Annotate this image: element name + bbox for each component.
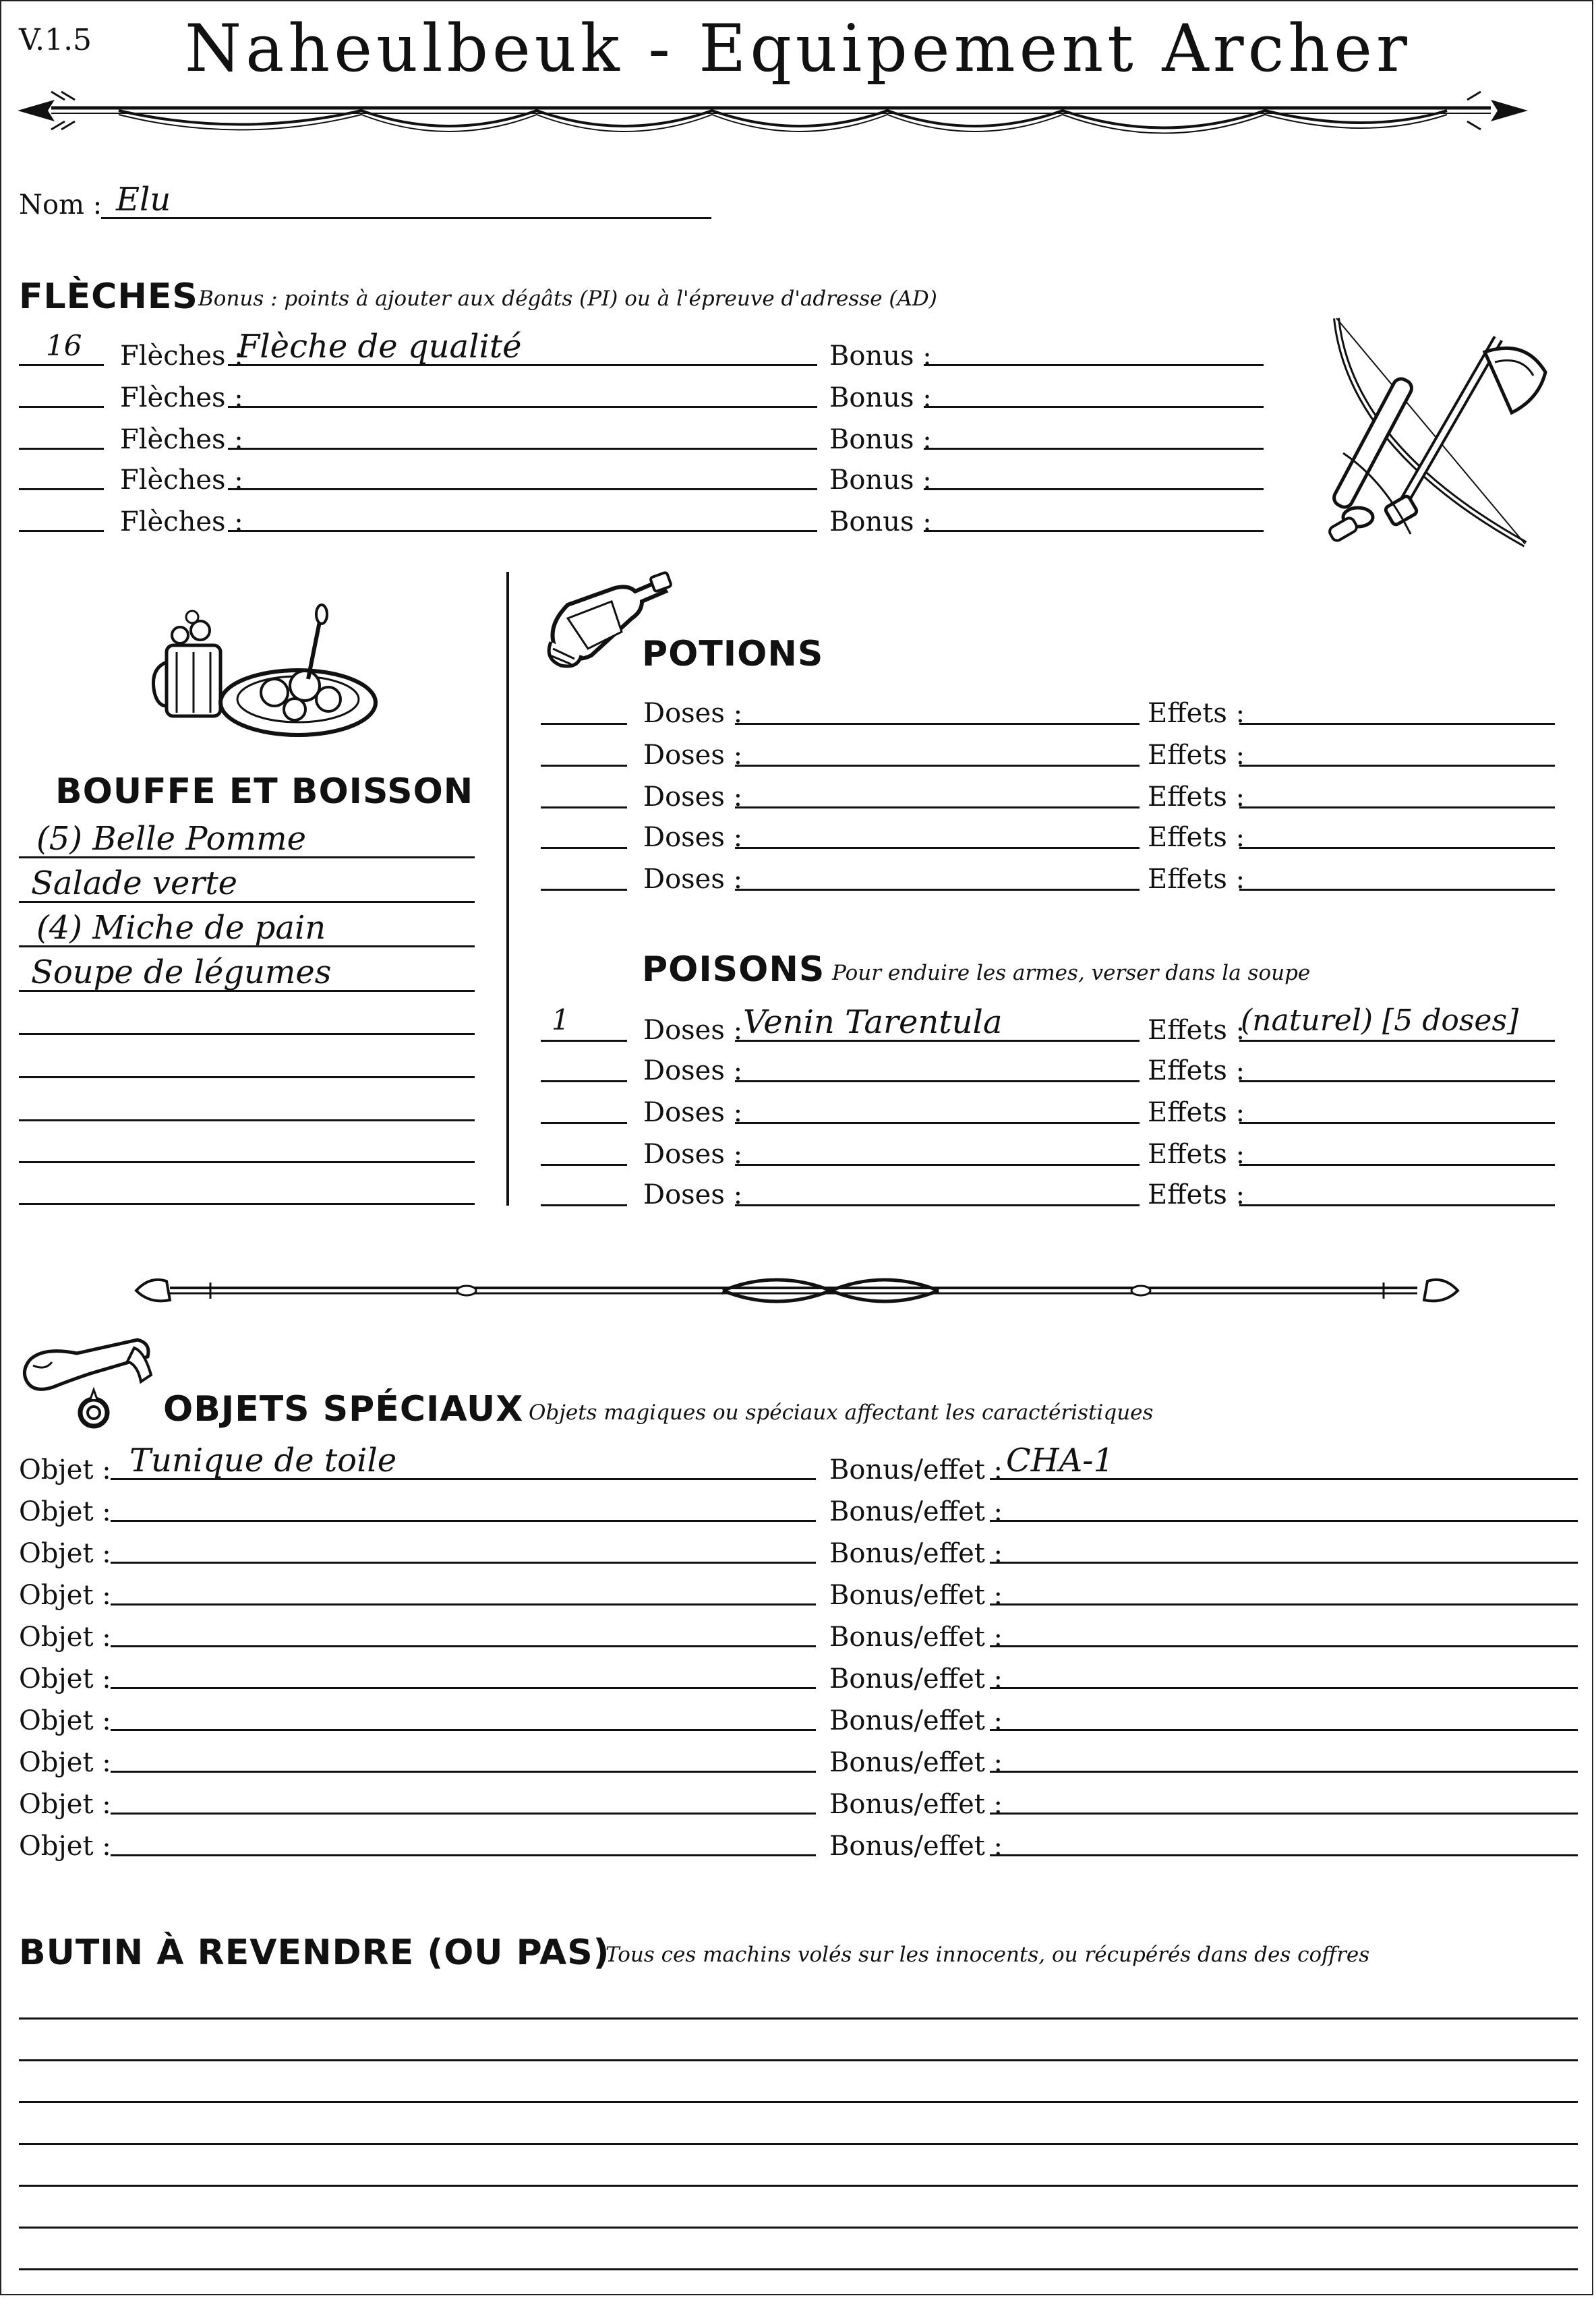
poison-doses-line (735, 1204, 1140, 1206)
objet-line (111, 1603, 816, 1605)
potion-doses-line (735, 847, 1140, 849)
fleches-name-line (228, 406, 817, 408)
fleches-heading: FLÈCHES (19, 276, 198, 317)
food-and-drink-icon (140, 605, 376, 740)
butin-subtitle: Tous ces machins volés sur les innocents, ou récupérés dans des coffres (605, 1943, 1370, 1967)
effets-label: Effets : (1148, 1139, 1245, 1170)
butin-line[interactable] (19, 2227, 1578, 2229)
doses-label: Doses : (643, 864, 743, 895)
bouffe-line (19, 1203, 475, 1205)
objet-line (111, 1520, 816, 1522)
poison-qty-line (541, 1204, 627, 1206)
bonus-effet-label: Bonus/effet : (829, 1622, 1003, 1653)
bouffe-item[interactable]: Salade verte (31, 864, 238, 902)
fleches-label: Flèches : (120, 382, 243, 413)
effets-label: Effets : (1148, 740, 1245, 771)
poison-doses-line (735, 1164, 1140, 1166)
potion-qty-line (541, 806, 627, 808)
potion-qty-line (541, 889, 627, 891)
nom-underline (101, 217, 711, 219)
nom-field[interactable]: Elu (116, 181, 171, 218)
objet-label: Objet : (19, 1747, 111, 1778)
bonus-effet-line (990, 1813, 1578, 1815)
bonus-effet-label: Bonus/effet : (829, 1705, 1003, 1736)
potion-effets-line (1239, 765, 1555, 767)
poison-effets-line (1239, 1080, 1555, 1082)
doses-label: Doses : (643, 698, 743, 729)
effets-label: Effets : (1148, 1179, 1245, 1210)
version-label: V.1.5 (19, 23, 92, 57)
objet-line (111, 1854, 816, 1856)
objet-line (111, 1687, 816, 1689)
objet-line (111, 1813, 816, 1815)
objets-subtitle: Objets magiques ou spéciaux affectant les caractéristiques (529, 1401, 1154, 1425)
fleches-qty-field[interactable]: 16 (46, 329, 82, 362)
doses-label: Doses : (643, 1179, 743, 1210)
bonus-label: Bonus : (829, 465, 932, 496)
bonus-label: Bonus : (829, 382, 932, 413)
effets-label: Effets : (1148, 864, 1245, 895)
objet-label: Objet : (19, 1789, 111, 1820)
bonus-line (924, 364, 1264, 366)
poison-doses-line (735, 1080, 1140, 1082)
doses-label: Doses : (643, 1015, 743, 1046)
bouffe-line (19, 1076, 475, 1078)
butin-line[interactable] (19, 2017, 1578, 2020)
objet-label: Objet : (19, 1580, 111, 1611)
objet-field[interactable]: Tunique de toile (129, 1442, 397, 1479)
bouffe-heading: BOUFFE ET BOISSON (55, 771, 474, 812)
bonus-effet-line (990, 1562, 1578, 1564)
bonus-line (924, 530, 1264, 532)
bonus-effet-line (990, 1687, 1578, 1689)
poison-effets-line (1239, 1122, 1555, 1124)
objets-heading: OBJETS SPÉCIAUX (163, 1389, 524, 1430)
fleches-qty-line (19, 406, 104, 408)
fleches-name-line (228, 488, 817, 490)
bonus-effet-line (990, 1645, 1578, 1647)
staff-divider-icon (129, 1262, 1465, 1316)
objet-label: Objet : (19, 1831, 111, 1862)
poisons-subtitle: Pour enduire les armes, verser dans la soupe (832, 961, 1311, 985)
poison-doses-line (735, 1122, 1140, 1124)
objet-label: Objet : (19, 1538, 111, 1569)
fleches-name-field[interactable]: Flèche de qualité (237, 328, 522, 365)
butin-line[interactable] (19, 2185, 1578, 2187)
doses-label: Doses : (643, 1097, 743, 1128)
bouffe-line (19, 1161, 475, 1163)
bow-and-weapons-icon (1323, 312, 1572, 554)
fleches-label: Flèches : (120, 341, 243, 372)
nom-label: Nom : (19, 189, 102, 220)
poison-qty-line (541, 1040, 627, 1042)
bonus-label: Bonus : (829, 424, 932, 455)
objet-label: Objet : (19, 1454, 111, 1485)
butin-heading: BUTIN À REVENDRE (OU PAS) (19, 1933, 610, 1973)
bonus-effet-label: Bonus/effet : (829, 1454, 1003, 1485)
objet-line (111, 1645, 816, 1647)
bonus-effet-label: Bonus/effet : (829, 1789, 1003, 1820)
potion-qty-line (541, 723, 627, 725)
potion-effets-line (1239, 806, 1555, 808)
bonus-effet-label: Bonus/effet : (829, 1663, 1003, 1695)
effets-label: Effets : (1148, 822, 1245, 853)
scroll-and-ring-icon (16, 1333, 165, 1434)
bouffe-item[interactable]: (5) Belle Pomme (36, 820, 306, 858)
butin-line[interactable] (19, 2268, 1578, 2270)
bonus-effet-label: Bonus/effet : (829, 1580, 1003, 1611)
doses-label: Doses : (643, 740, 743, 771)
fleches-subtitle: Bonus : points à ajouter aux dégâts (PI) ou à l'épreuve d'adresse (AD) (198, 287, 937, 311)
fleches-qty-line (19, 364, 104, 366)
fleches-qty-line (19, 530, 104, 532)
objet-line (111, 1771, 816, 1773)
potions-heading: POTIONS (642, 634, 824, 674)
potion-doses-line (735, 723, 1140, 725)
effets-label: Effets : (1148, 1015, 1245, 1046)
bouffe-item[interactable]: (4) Miche de pain (36, 909, 326, 947)
arrow-divider-icon (18, 88, 1528, 148)
objet-line (111, 1562, 816, 1564)
bonus-label: Bonus : (829, 506, 932, 537)
doses-label: Doses : (643, 1139, 743, 1170)
objet-label: Objet : (19, 1622, 111, 1653)
potion-effets-line (1239, 889, 1555, 891)
objet-label: Objet : (19, 1663, 111, 1695)
effets-label: Effets : (1148, 1097, 1245, 1128)
objet-line (111, 1729, 816, 1731)
butin-line[interactable] (19, 2059, 1578, 2061)
objet-label: Objet : (19, 1705, 111, 1736)
doses-label: Doses : (643, 1055, 743, 1086)
butin-line[interactable] (19, 2143, 1578, 2145)
fleches-label: Flèches : (120, 424, 243, 455)
bonus-effet-label: Bonus/effet : (829, 1747, 1003, 1778)
poison-qty-line (541, 1164, 627, 1166)
fleches-qty-line (19, 488, 104, 490)
poison-qty-line (541, 1122, 627, 1124)
fleches-qty-line (19, 448, 104, 450)
bonus-label: Bonus : (829, 341, 932, 372)
poison-effets-line (1239, 1040, 1555, 1042)
column-divider (506, 572, 509, 1206)
fleches-label: Flèches : (120, 465, 243, 496)
effets-label: Effets : (1148, 782, 1245, 813)
potion-doses-line (735, 806, 1140, 808)
bonus-effet-line (990, 1854, 1578, 1856)
doses-label: Doses : (643, 782, 743, 813)
potion-effets-line (1239, 847, 1555, 849)
potion-effets-line (1239, 723, 1555, 725)
bonus-effet-line (990, 1771, 1578, 1773)
poison-effets-line (1239, 1204, 1555, 1206)
fleches-label: Flèches : (120, 506, 243, 537)
doses-label: Doses : (643, 822, 743, 853)
bonus-effet-line (990, 1520, 1578, 1522)
bonus-effet-label: Bonus/effet : (829, 1496, 1003, 1527)
effets-label: Effets : (1148, 1055, 1245, 1086)
poison-qty-field[interactable]: 1 (552, 1003, 570, 1036)
bouffe-line (19, 1033, 475, 1035)
page-title: Naheulbeuk - Equipement Archer (185, 11, 1411, 86)
bonus-effet-line (990, 1603, 1578, 1605)
bonus-effet-line (990, 1729, 1578, 1731)
poison-effets-field[interactable]: (naturel) [5 doses] (1241, 1003, 1519, 1038)
bonus-line (924, 406, 1264, 408)
bonus-effet-label: Bonus/effet : (829, 1538, 1003, 1569)
bonus-line (924, 488, 1264, 490)
butin-line[interactable] (19, 2101, 1578, 2103)
bouffe-line (19, 1119, 475, 1121)
bonus-effet-label: Bonus/effet : (829, 1831, 1003, 1862)
bouffe-item[interactable]: Soupe de légumes (31, 953, 332, 991)
bonus-effet-field[interactable]: CHA-1 (1006, 1442, 1115, 1479)
poisons-heading: POISONS (642, 949, 825, 990)
poison-doses-field[interactable]: Venin Tarentula (743, 1003, 1003, 1041)
objet-label: Objet : (19, 1496, 111, 1527)
effets-label: Effets : (1148, 698, 1245, 729)
bonus-line (924, 448, 1264, 450)
fleches-name-line (228, 448, 817, 450)
poison-effets-line (1239, 1164, 1555, 1166)
fleches-name-line (228, 530, 817, 532)
potion-doses-line (735, 765, 1140, 767)
potion-qty-line (541, 847, 627, 849)
potion-qty-line (541, 765, 627, 767)
poison-qty-line (541, 1080, 627, 1082)
potion-doses-line (735, 889, 1140, 891)
